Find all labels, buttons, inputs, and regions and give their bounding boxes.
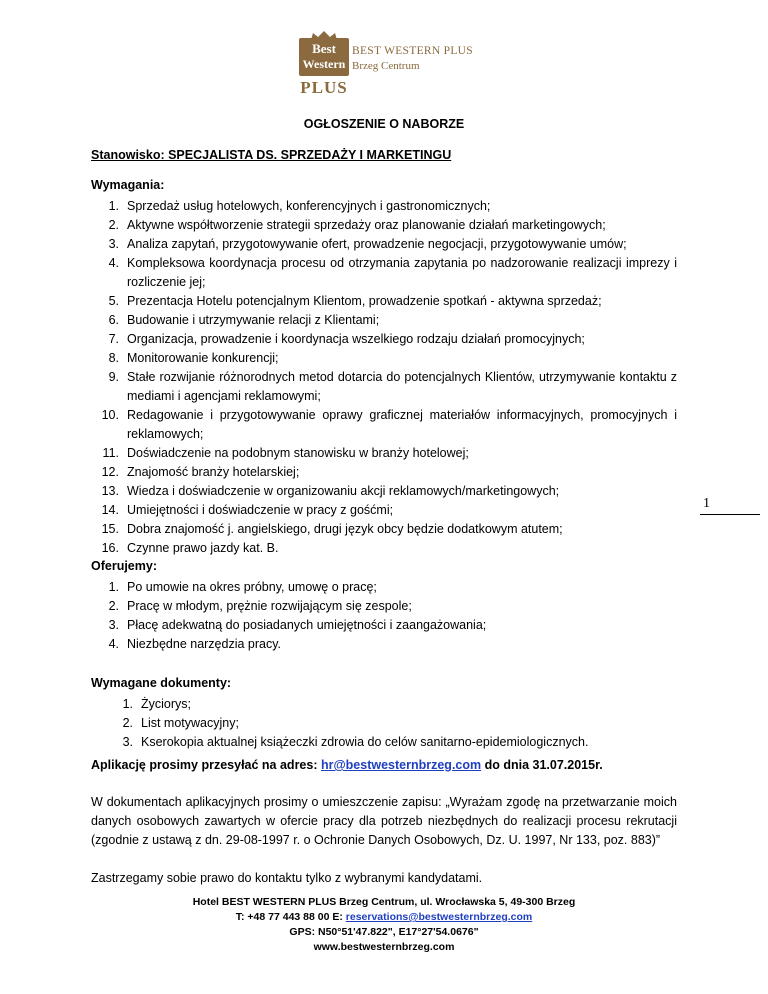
requirement-item: [91, 254, 677, 292]
requirement-item: [91, 330, 677, 349]
requirement-item-number: 15.: [101, 522, 119, 536]
requirement-item: [91, 463, 677, 482]
footer: [0, 895, 768, 955]
offer-item-text: Pracę w młodym, prężnie rozwijającym się zespole;: [127, 599, 412, 613]
offer-item-number: 2.: [108, 599, 119, 613]
offer-item-number: 1.: [108, 580, 119, 594]
requirement-item-text: Aktywne współtworzenie strategii sprzedaży oraz planowanie działań marketingowych;: [127, 218, 606, 232]
offer-item-text: Niezbędne narzędzia pracy.: [127, 637, 282, 651]
logo-brand-name: BEST WESTERN PLUS: [352, 45, 473, 57]
footer-phone: T: +48 77 443 88 00 E:: [235, 911, 346, 923]
requirement-item-text: Sprzedaż usług hotelowych, konferencyjnych i gastronomicznych;: [127, 199, 491, 213]
requirement-item-number: 7.: [108, 332, 119, 346]
crown-icon: [299, 30, 349, 40]
requirement-item-number: 4.: [108, 256, 119, 270]
apply-instructions: [91, 758, 603, 772]
footer-contact: [0, 910, 768, 925]
footer-gps: GPS: N50°51'47.822", E17°27'54.0676": [289, 926, 479, 938]
apply-email-link[interactable]: hr@bestwesternbrzeg.com: [320, 758, 482, 772]
offer-heading: Oferujemy:: [91, 559, 157, 573]
document-item-text: Kserokopia aktualnej książeczki zdrowia do celów sanitarno-epidemiologicznych.: [141, 735, 589, 749]
requirement-item-text: Znajomość branży hotelarskiej;: [127, 465, 300, 479]
page-number: 1: [703, 496, 710, 511]
consent-clause: W dokumentach aplikacyjnych prosimy o umieszczenie zapisu: „Wyrażam zgodę na przetwarzanie moich danych osobowych zawartych w ofercie pracy dla potrzeb niezbędnych do realizacji procesu rekrutacji (zgodnie z ustawą z dn. 29-08-1997 r. o Ochronie Danych Osobowych, Dz. U. 1997, Nr 133, poz. 883)”: [91, 795, 677, 847]
logo-best-text: Best: [312, 41, 336, 56]
apply-prefix: Aplikację prosimy przesyłać na adres:: [91, 758, 321, 772]
footer-website[interactable]: www.bestwesternbrzeg.com: [313, 941, 455, 953]
offer-item-text: Płacę adekwatną do posiadanych umiejętności i zaangażowania;: [127, 618, 487, 632]
requirement-item-text: Czynne prawo jazdy kat. B.: [127, 541, 279, 555]
apply-deadline: do dnia 31.07.2015r.: [481, 758, 603, 772]
requirement-item: [91, 197, 677, 216]
requirement-item-text: Monitorowanie konkurencji;: [127, 351, 279, 365]
requirement-item: [91, 444, 677, 463]
logo-badge: [299, 38, 349, 76]
document-item: [105, 733, 677, 752]
requirement-item-text: Organizacja, prowadzenie i koordynacja wszelkiego rodzaju działań promocyjnych;: [127, 332, 585, 346]
offer-item-number: 4.: [108, 637, 119, 651]
requirements-heading: Wymagania:: [91, 178, 165, 192]
offer-list: [91, 578, 677, 654]
document-item-number: 3.: [122, 735, 133, 749]
document-item: [105, 714, 677, 733]
requirement-item-text: Stałe rozwijanie różnorodnych metod dotarcia do potencjalnych Klientów, utrzymywanie kontaktu z mediami i agencjami reklamowymi;: [127, 370, 677, 403]
requirement-item-number: 16.: [101, 541, 119, 555]
requirement-item: [91, 216, 677, 235]
requirement-item-number: 12.: [101, 465, 119, 479]
requirement-item: [91, 501, 677, 520]
requirement-item-number: 9.: [108, 370, 119, 384]
requirement-item-text: Wiedza i doświadczenie w organizowaniu akcji reklamowych/marketingowych;: [127, 484, 560, 498]
offer-item-text: Po umowie na okres próbny, umowę o pracę;: [127, 580, 377, 594]
requirement-item-number: 1.: [108, 199, 119, 213]
requirement-item-number: 8.: [108, 351, 119, 365]
requirement-item-number: 6.: [108, 313, 119, 327]
documents-heading: Wymagane dokumenty:: [91, 676, 232, 690]
offer-item: [91, 616, 677, 635]
requirement-item-number: 13.: [101, 484, 119, 498]
requirement-item-number: 3.: [108, 237, 119, 251]
requirement-item: [91, 406, 677, 444]
document-item-text: Życiorys;: [141, 697, 191, 711]
footer-address: Hotel BEST WESTERN PLUS Brzeg Centrum, ul. Wrocławska 5, 49-300 Brzeg: [192, 896, 576, 908]
logo-western-text: Western: [302, 57, 346, 71]
documents-list: [105, 695, 677, 752]
requirement-item-text: Prezentacja Hotelu potencjalnym Klientom, prowadzenie spotkań - aktywna sprzedaż;: [127, 294, 602, 308]
position-title: Stanowisko: SPECJALISTA DS. SPRZEDAŻY I MARKETINGU: [91, 148, 452, 162]
requirement-item-number: 2.: [108, 218, 119, 232]
requirement-item-text: Analiza zapytań, przygotowywanie ofert, prowadzenie negocjacji, przygotowywanie umów;: [127, 237, 627, 251]
requirement-item: [91, 311, 677, 330]
requirement-item-text: Doświadczenie na podobnym stanowisku w branży hotelowej;: [127, 446, 469, 460]
requirement-item-number: 14.: [101, 503, 119, 517]
document-item-number: 2.: [122, 716, 133, 730]
reserve-note: Zastrzegamy sobie prawo do kontaktu tylko z wybranymi kandydatami.: [91, 871, 483, 885]
logo-hotel-name: Brzeg Centrum: [352, 60, 420, 72]
requirement-item-text: Umiejętności i doświadczenie w pracy z gośćmi;: [127, 503, 394, 517]
requirement-item-text: Kompleksowa koordynacja procesu od otrzymania zapytania po nadzorowanie realizacji imprezy i rozliczenie jej;: [127, 256, 677, 289]
requirement-item: [91, 292, 677, 311]
requirement-item: [91, 520, 677, 539]
footer-email-link[interactable]: reservations@bestwesternbrzeg.com: [345, 911, 533, 923]
hotel-logo: [299, 38, 499, 100]
document-item: [105, 695, 677, 714]
requirement-item: [91, 482, 677, 501]
requirement-item: [91, 368, 677, 406]
page-number-rule: [700, 514, 760, 515]
requirement-item-number: 11.: [102, 446, 119, 460]
requirement-item: [91, 539, 677, 558]
requirement-item-text: Budowanie i utrzymywanie relacji z Klientami;: [127, 313, 380, 327]
requirements-list: [91, 197, 677, 558]
offer-item: [91, 597, 677, 616]
requirement-item-text: Dobra znajomość j. angielskiego, drugi język obcy będzie dodatkowym atutem;: [127, 522, 563, 536]
requirement-item: [91, 349, 677, 368]
document-item-number: 1.: [122, 697, 133, 711]
requirement-item-text: Redagowanie i przygotowywanie oprawy graficznej materiałów informacyjnych, promocyjnych i reklamowych;: [127, 408, 677, 441]
offer-item: [91, 635, 677, 654]
requirement-item: [91, 235, 677, 254]
requirement-item-number: 10.: [101, 408, 119, 422]
logo-plus-text: PLUS: [300, 78, 348, 97]
page-title: OGŁOSZENIE O NABORZE: [303, 117, 465, 131]
offer-item-number: 3.: [108, 618, 119, 632]
document-item-text: List motywacyjny;: [141, 716, 239, 730]
offer-item: [91, 578, 677, 597]
requirement-item-number: 5.: [108, 294, 119, 308]
